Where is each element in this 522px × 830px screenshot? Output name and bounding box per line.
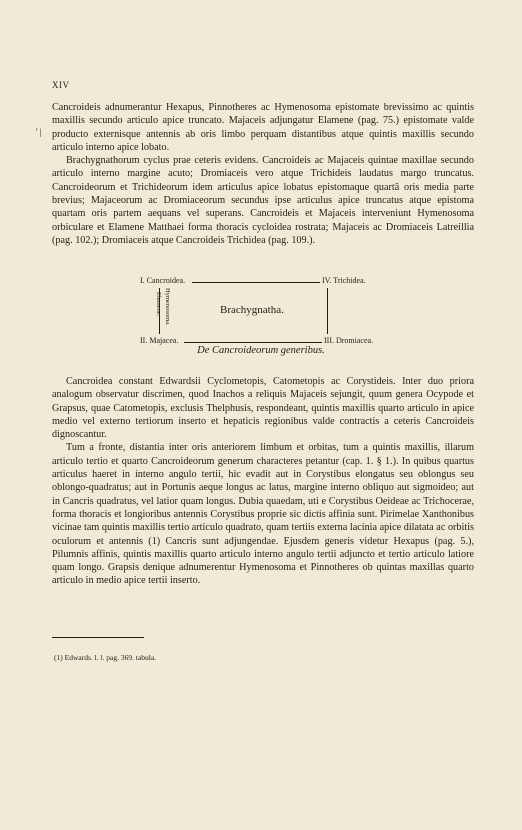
paragraph-4: Tum a fronte, distantia inter oris anteriorem limbum et orbitas, tum a quintis maxillis, illarum articulo tertio et quarto Cancroideorum generum characteres petantur (cap. 1. § 1.). In quibus quartus articulus haeret in interno angulo tertii, hic evadit aut in Corystibus elongatus seu oblongus seu oblongo-quadratus; aut in Portunis aeque longus ac latus, margine interno obliquo aut sigmoideo; aut in Cancris quadratus, vel latior quam longus. Dubia quaedam, uti e Corystibus Oeideae ac Trichocerae, forma thoracis et longioribus antennis Corystibus proprie sic dictis affinia sunt. Pirimelae Xanthonibus vicinae tam quintis maxillis tertio articulo quadrato, quam tertiis externa lacinia apice dilatata ac orbitis oculorum et antennis (1) Cancris sunt adjungendae. Ejusdem generis videtur Hexapus (pag. 5.), Pilumnis affinis, quintis maxillis quarto articulo interno angulo tertii adjuncto et tertio articulo latiore quam longo. Grapsis denique adnumerentur Hymenosoma et Pinnotheres ob quintas maxillas quarto articulo in medio apice tertii inserto.: [52, 442, 474, 587]
diagram-top-line: [192, 282, 320, 283]
margin-mark: ' |: [36, 127, 42, 137]
paragraph-block-2: [52, 375, 474, 588]
brachygnatha-diagram: [140, 276, 385, 346]
footnote-rule: [52, 637, 144, 638]
paragraph-block-1: [52, 101, 474, 247]
diagram-bottom-line: [184, 342, 322, 343]
paragraph-2: Brachygnathorum cyclus prae ceteris evidens. Cancroideis ac Majaceis quintae maxillae secundo articulo interno margine acuto; Dromiaceis vero atque Trichideis laudatus margo truncatus. Cancroideorum et Trichideorum idem articulus apice lobatus epistomaque quartâ oris media parte brevius; Majaceorum ac Dromiaceorum secundus ipse articulus apice truncatus atque epistoma quartam oris partem aequans vel superans. Cancroideis et Majaceis interveniunt Hymenosoma orbiculare et Elamene Matthaei forma thoracis cycloidea rostrata; Majaceis ac Dromiaceis Latreillia (pag. 102.); Dromiaceis atque Cancroideis Trichidea (pag. 109.).: [52, 155, 474, 246]
section-heading: De Cancroideorum generibus.: [197, 345, 325, 356]
page-number: XIV: [52, 80, 70, 90]
diagram-label-majacea: II. Majacea.: [140, 336, 179, 345]
diagram-label-brachygnatha: Brachygnatha.: [220, 304, 284, 316]
diagram-label-cancroidea: I. Cancroidea.: [140, 276, 186, 285]
diagram-label-dromiacea: III. Dromiacea.: [324, 336, 374, 345]
paragraph-3: Cancroidea constant Edwardsii Cyclometopis, Catometopis ac Corystideis. Inter duo priora analogum observatur discrimen, quod Inachos a reliquis Majaceis sejungit, quum genera Ocypode et Grapsus, quae Catometopis, exclusis Thelphusis, respondeant, quintis maxillis quarto articulo in apice medio vel externo tertiorum inserto et hepaticis regionibus valde contractis a ceteris Cancroideis dignoscantur.: [52, 376, 474, 441]
diagram-label-hymenosoma: Hymenosoma.: [164, 288, 171, 326]
diagram-right-line: [327, 288, 328, 334]
diagram-label-elamene: Elamene.: [155, 292, 162, 317]
diagram-label-trichidea: IV. Trichidea.: [322, 276, 366, 285]
paragraph-1: Cancroideis adnumerantur Hexapus, Pinnotheres ac Hymenosoma epistomate brevissimo ac quintis maxillis secundo articulo apice truncato. Majaceis adjungatur Elamene (pag. 75.) epistomate valde producto externisque antennis ab oris limbo perquam distantibus atque quintis maxillis secundo articulo interno apice lobato.: [52, 102, 474, 153]
footnote: (1) Edwards. l. l. pag. 369. tabula.: [54, 653, 157, 662]
